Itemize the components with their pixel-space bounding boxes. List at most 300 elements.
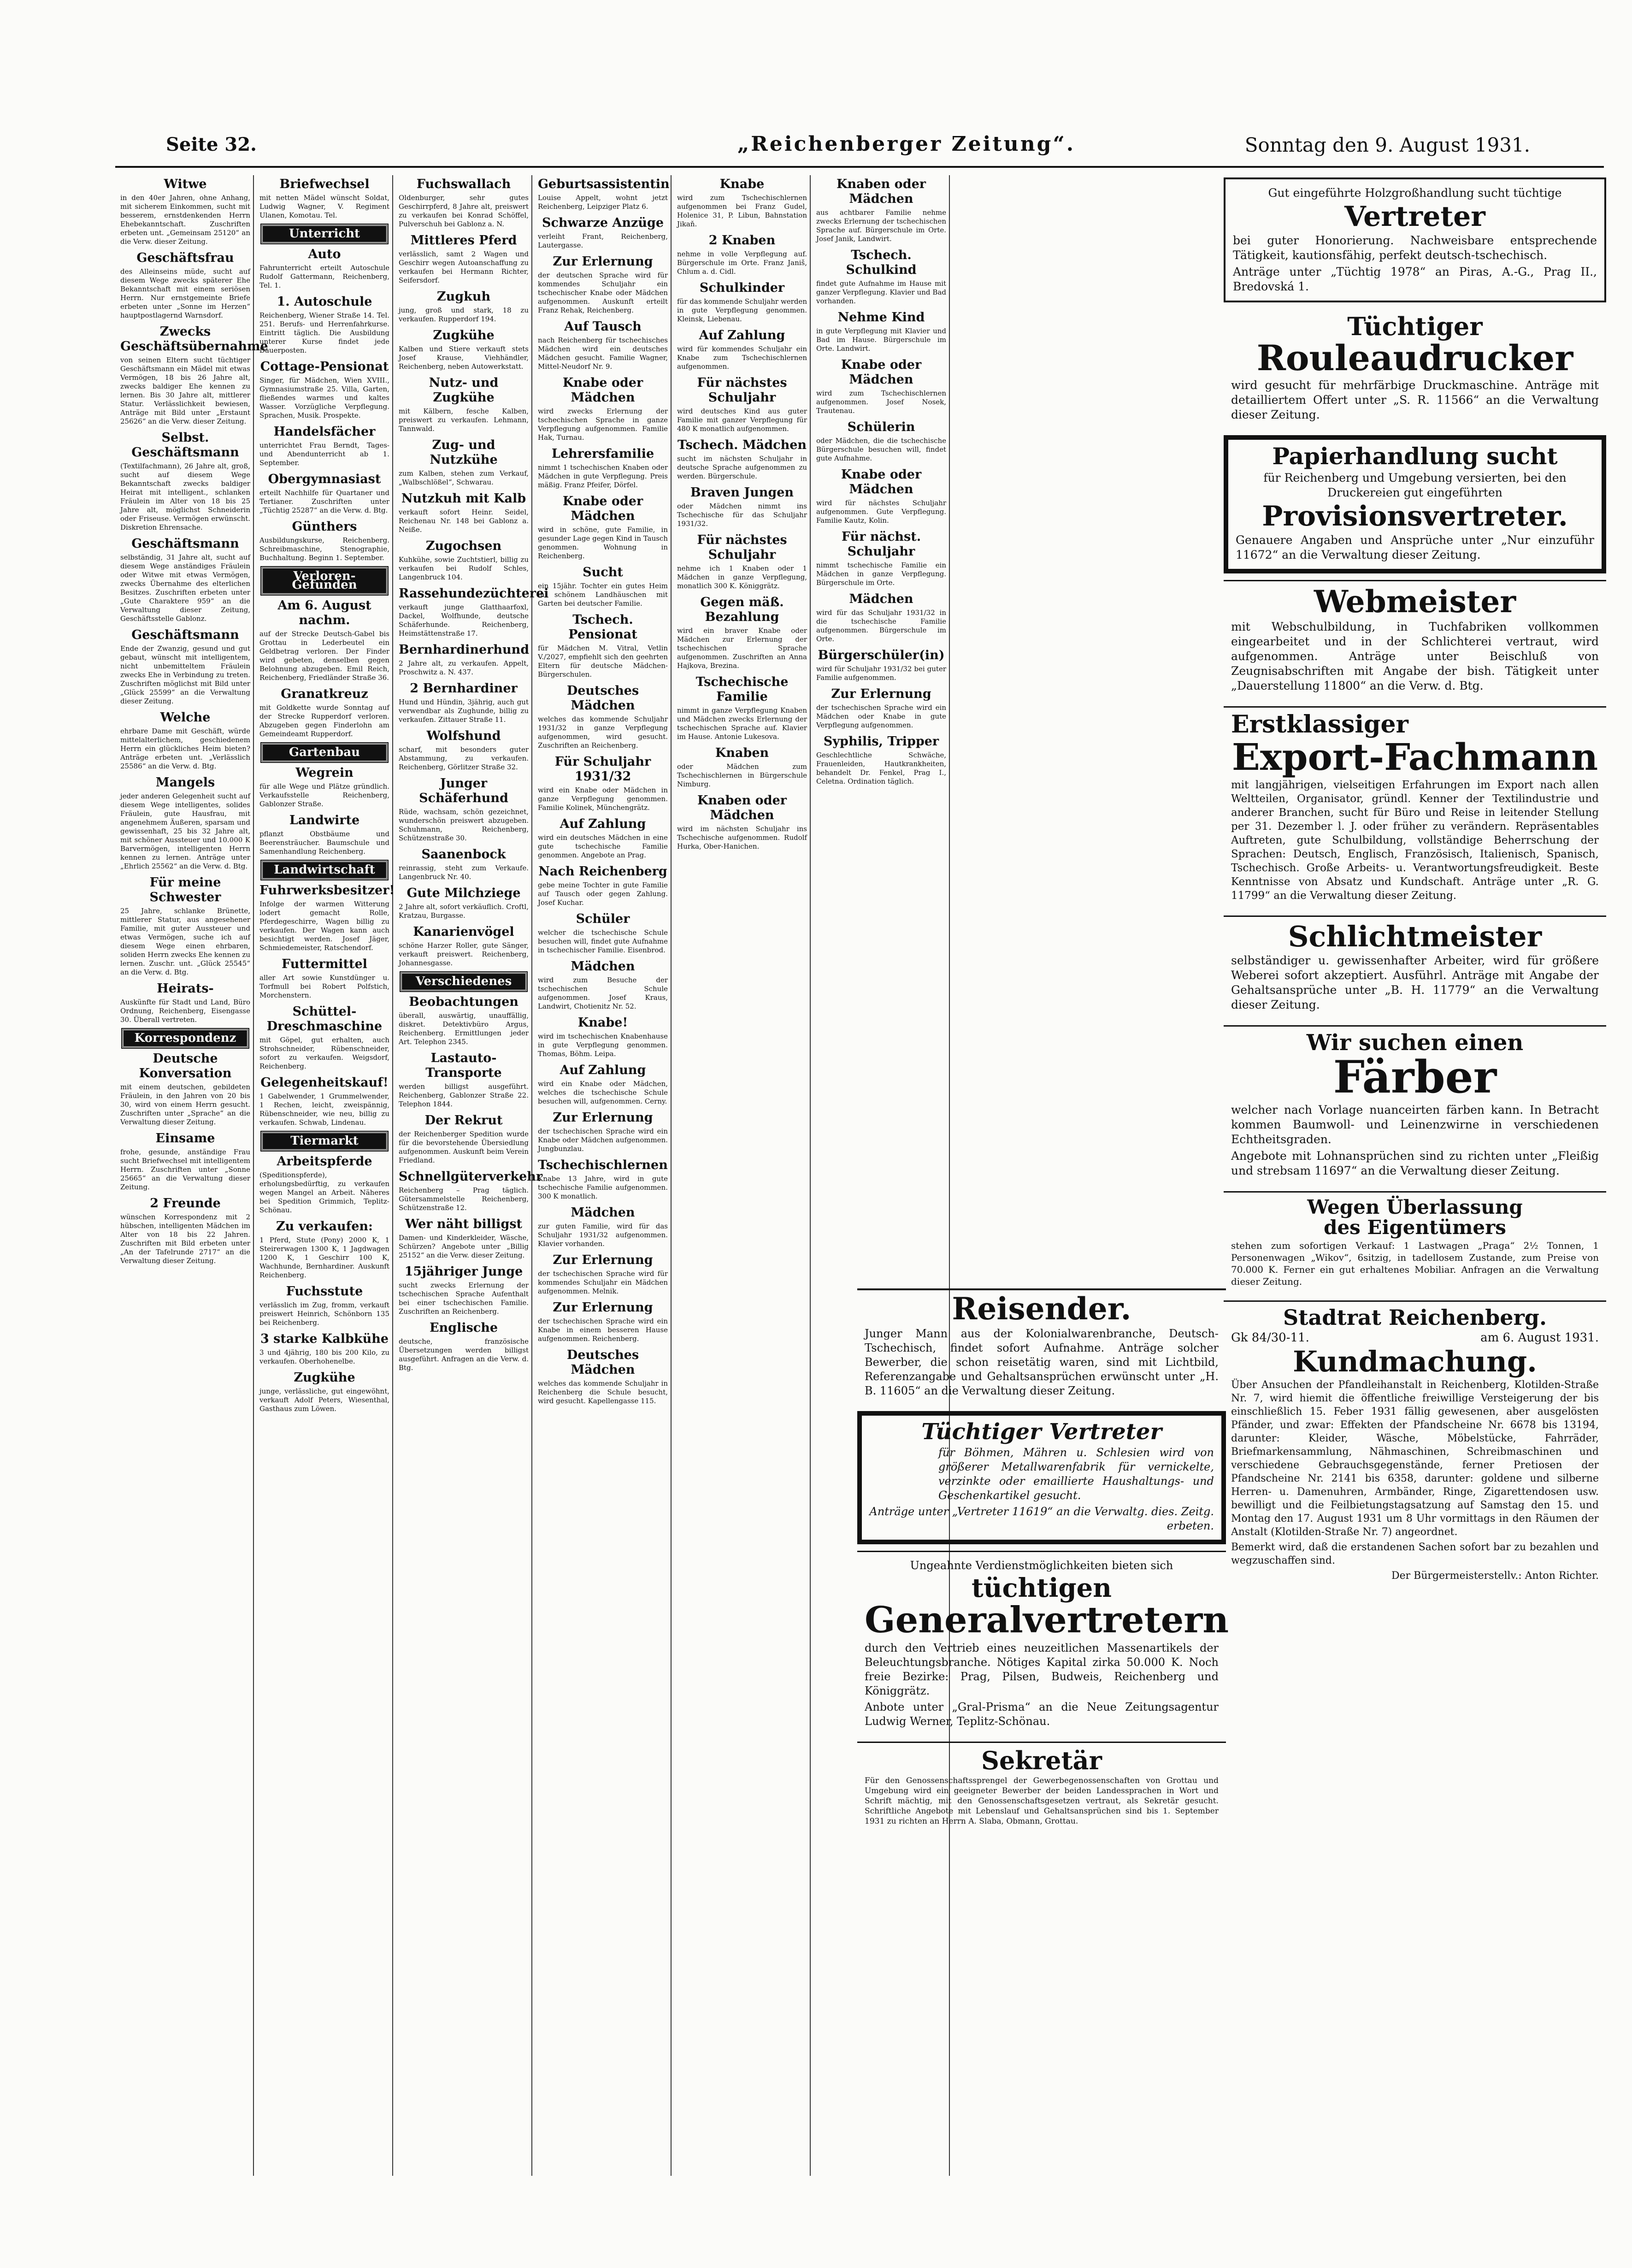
ad-vertreter-script: [857, 1411, 1226, 1544]
ad-heading: Tschech. Schulkind: [846, 248, 917, 277]
ad-heading: Knabe oder Mädchen: [562, 494, 643, 523]
ad-wegen-headline1: Wegen Überlassung: [1307, 1196, 1523, 1219]
ad-text: sucht zwecks Erlernung der tschechischen Sprache Aufenthalt bei einer tschechischen Familie. Zuschriften an Reichenberg.: [399, 1281, 529, 1316]
ad-text: (Textilfachmann), 26 Jahre alt, groß, sucht auf diesem Wege Bekanntschaft zwecks baldiger Heirat mit intelligent., schlanken Fräulein im Alter von 18 bis 25 Jahre alt, möglichst Schneiderin oder Friseuse. Vermögen erwünscht. Diskretion Ehrensache.: [120, 462, 250, 532]
ad-papier-text1: für Reichenberg und Umgebung versierten, bei den Druckereien gut eingeführten: [1263, 471, 1567, 499]
ad-general-text1: Ungeahnte Verdienstmöglichkeiten bieten sich: [910, 1559, 1173, 1572]
classified-ad: [816, 310, 946, 353]
ad-text: der Reichenberger Spedition wurde für die bevorstehende Übersiedlung aufgenommen. Auskunft beim Verein Friedland.: [399, 1130, 529, 1164]
ad-faerber-text2: Angebote mit Lohnansprüchen sind zu richten unter „Fleißig und strebsam 11697“ an die Verwaltung dieser Zeitung.: [1231, 1149, 1599, 1178]
ad-heading: Deutsches Mädchen: [566, 1348, 639, 1377]
classified-ad: [677, 533, 807, 591]
ad-heading: Granatkreuz: [281, 687, 368, 701]
ad-heading: Zur Erlernung: [553, 1110, 653, 1125]
ad-heading: Zur Erlernung: [553, 1253, 653, 1267]
ad-heading: Geburtsassistentin: [538, 177, 670, 191]
ad-heading: Wegrein: [295, 766, 354, 780]
ad-text: auf der Strecke Deutsch-Gabel bis Grottau in Lederbeutel ein Geldbetrag verloren. Der Finder wird gebeten, denselben gegen Belohnung abzugeben. Emil Reich, Reichenberg, Friedländer Straße 36.: [259, 630, 389, 682]
ad-text: wird im tschechischen Knabenhause in gute Verpflegung genommen. Thomas, Böhm. Leipa.: [538, 1032, 668, 1058]
ad-heading: Zugochsen: [425, 539, 502, 553]
ad-heading: Bernhardinerhund: [399, 643, 530, 657]
classified-ad: [120, 325, 268, 426]
ad-heading: Rassehundezüchterei: [399, 586, 549, 601]
classified-ad: [259, 1075, 389, 1127]
classified-column: [118, 175, 268, 2176]
ad-reisender-headline: Reisender.: [952, 1291, 1131, 1327]
ad-text: Ende der Zwanzig, gesund und gut gebaut, wünscht mit intelligentem, nicht unbemitteltem Fräulein zwecks Ehe in Verbindung zu treten. Zuschriften möglichst mit Bild unter „Glück 25599“ an die Verwaltung dieser Zeitung.: [120, 644, 250, 705]
ad-heading: 3 starke Kalbkühe: [260, 1332, 389, 1346]
classified-ad: [120, 537, 250, 623]
ad-heading: 2 Freunde: [150, 1196, 221, 1211]
ad-text: 1 Gabelwender, 1 Grummelwender, 1 Rechen, leicht, zweispännig, Rübenschneider, wie neu, billig zu verkaufen. Schwab, Lindenau.: [259, 1092, 389, 1127]
newspaper-title: „Reichenberger Zeitung“.: [737, 132, 1076, 156]
ad-heading: Für Schuljahr 1931/32: [554, 755, 651, 784]
ad-heading: Landwirte: [289, 813, 360, 827]
right-ads: [1224, 177, 1606, 2160]
section-rubric: Unterricht: [261, 224, 388, 243]
ad-heading: Am 6. August nachm.: [277, 598, 371, 627]
ad-heading: Zur Erlernung: [553, 1300, 653, 1315]
classified-ad: [120, 1196, 250, 1265]
ad-stadtrat-text2: Bemerkt wird, daß die erstandenen Sachen sofort bar zu bezahlen und wegzuschaffen sind.: [1231, 1541, 1599, 1566]
ad-heading: Sucht: [583, 565, 623, 579]
ad-text: wird im nächsten Schuljahr ins Tschechische aufgenommen. Rudolf Hurka, Ober-Hanichen.: [677, 825, 807, 850]
ad-text: Louise Appelt, wohnt jetzt Reichenberg, Leipziger Platz 6.: [538, 194, 668, 211]
ad-heading: Cottage-Pensionat: [260, 360, 389, 374]
classified-ad: [816, 530, 946, 587]
ad-general-headline2: Generalvertretern: [865, 1599, 1229, 1642]
classified-ad: [677, 675, 807, 741]
ad-text: 3 und 4jährig, 180 bis 200 Kilo, zu verkaufen. Oberhohenelbe.: [259, 1348, 389, 1365]
ad-heading: Fuhrwerksbesitzer!: [259, 883, 395, 898]
ad-heading: Futtermittel: [282, 957, 367, 971]
ad-generalvertreter: [857, 1551, 1229, 1736]
classified-ad: [677, 746, 807, 789]
ad-heading: Nutz- und Zugkühe: [429, 376, 499, 405]
ad-faerber-text1: welcher nach Vorlage nuanceirten färben kann. In Betracht kommen Baumwoll- und Leinenzwirne in verschiedenen Echtheitsgraden.: [1231, 1103, 1599, 1146]
section-rubric: Korrespondenz: [122, 1029, 248, 1048]
classified-ad: [538, 817, 668, 860]
classified-ad: [399, 586, 549, 638]
classified-ad: [259, 472, 389, 515]
ad-heading: Schüttel-Dreschmaschine: [266, 1004, 383, 1034]
ad-papierhandlung: [1224, 435, 1606, 573]
ad-heading: Fuchsstute: [286, 1284, 363, 1299]
ad-text: für alle Wege und Plätze gründlich. Verkaufsstelle Reichenberg, Gablonzer Straße.: [259, 782, 389, 808]
ad-text: schöne Harzer Roller, gute Sänger, verkauft preiswert. Reichenberg, Johannesgasse.: [399, 941, 529, 967]
ad-text: Auskünfte für Stadt und Land, Büro Ordnung, Reichenberg, Eisengasse 30. Überall vertreten.: [120, 998, 250, 1024]
ad-heading: Syphilis, Tripper: [823, 734, 939, 749]
ad-text: für das kommende Schuljahr werden in gute Verpflegung genommen. Kleinsk, Liebenau.: [677, 297, 807, 323]
ad-webmeister-headline: Webmeister: [1314, 583, 1516, 620]
ad-text: deutsche, französische Übersetzungen werden billigst ausgeführt. Anfragen an die Verw. d. Btg.: [399, 1337, 529, 1372]
ad-heading: Knaben: [715, 746, 769, 760]
classified-ad: [816, 734, 946, 786]
ad-heading: Deutsche Konversation: [139, 1051, 232, 1081]
classified-ad: [816, 358, 946, 415]
ad-text: für Mädchen M. Vitral, Vetlin V./2027, empfiehlt sich den geehrten Eltern für deutsche Mädchen-Bürgerschulen.: [538, 644, 668, 679]
ad-heading: Tschech. Pensionat: [568, 613, 637, 642]
ad-text: Singer, für Mädchen, Wien XVIII., Gymnasiumstraße 25. Villa, Garten, fließendes warmes und kaltes Wasser. Vorzügliche Verpflegung. Sprachen, Musik. Prospekte.: [259, 376, 389, 419]
ad-text: ehrbare Dame mit Geschäft, würde mittelalterlichem, geschiedenem Herrn ein glückliches Heim bieten? Anträge erbeten unt. „Verlässlich 25586“ an die Verw. d. Btg.: [120, 727, 250, 770]
classified-ad: [399, 376, 529, 433]
ad-vertreter-text: für Böhmen, Mähren u. Schlesien wird von größerer Metallwarenfabrik für vernickelte, verzinkte oder emaillierte Haushaltungs- und Geschenkartikel gesucht.: [938, 1446, 1214, 1502]
classified-ad: [816, 420, 946, 463]
ad-heading: Lastauto-Transporte: [425, 1051, 502, 1080]
ad-wegen-headline2: des Eigentümers: [1324, 1216, 1506, 1239]
classified-ad: [399, 1113, 529, 1165]
classified-ad: [399, 233, 529, 285]
ad-reisender-text: Junger Mann aus der Kolonialwarenbranche, Deutsch-Tschechisch, findet sofort Aufnahme. Anträge solcher Bewerber, die schon reisetätig waren, sind mit Lichtbild, Referenzangabe und Gehaltsansprüchen erwünscht unter „H. B. 11605“ an die Verwaltung dieser Zeitung.: [865, 1327, 1219, 1398]
ad-text: wird zwecks Erlernung der tschechischen Sprache in ganze Verpflegung aufgenommen. Familie Hak, Turnau.: [538, 407, 668, 442]
ad-heading: Einsame: [155, 1131, 215, 1146]
ad-text: zur guten Familie, wird für das Schuljahr 1931/32 aufgenommen. Klavier vorhanden.: [538, 1222, 668, 1248]
ad-heading: Schwarze Anzüge: [542, 216, 664, 230]
ad-export-text: mit langjährigen, vielseitigen Erfahrungen im Export nach allen Weltteilen, Organisator, gründl. Kenner der Textilindustrie und anderer Branchen, sucht für Büro und Reise in leitender Stellung per 31. Dezember l. J. oder früher zu verändern. Repräsentables Auftreten, gute Schulbildung, vollständige Beherrschung der Sprachen: Deutsch, Englisch, Französisch, Italienisch, Spanisch, Tschechisch. Große Arbeits- u. Verantwortungsfreudigkeit. Beste Kenntnisse von Absatz und Kundschaft. Anträge unter „R. G. 11799“ an die Verwaltung dieser Zeitung.: [1231, 779, 1599, 902]
classified-ad: [538, 1063, 668, 1106]
ad-webmeister: [1224, 580, 1606, 700]
ad-rouleau-text: wird gesucht für mehrfärbige Druckmaschine. Anträge mit detailliertem Offert unter „S. R. 11566“ an die Verwaltung dieser Zeitung.: [1231, 378, 1599, 422]
ad-text: mit Kälbern, fesche Kalben, preiswert zu verkaufen. Lehmann, Tannwald.: [399, 407, 529, 433]
header-rule: [115, 166, 1604, 168]
ad-heading: Für nächst. Schuljahr: [841, 530, 921, 559]
ad-faerber-headline2: Färber: [1333, 1051, 1497, 1104]
ad-schlichtmeister: [1224, 915, 1606, 1019]
ad-text: erteilt Nachhilfe für Quartaner und Tertianer. Zuschriften unter „Tüchtig 25287“ an die Verw. d. Btg.: [259, 489, 389, 514]
ad-heading: Knaben oder Mädchen: [697, 793, 787, 822]
ad-text: in gute Verpflegung mit Klavier und Bad im Hause. Bürgerschule im Orte. Landwirt.: [816, 327, 946, 353]
classified-ad: [399, 681, 529, 724]
classified-column: [535, 175, 672, 2176]
ad-heading: Lehrersfamilie: [551, 447, 654, 461]
ad-text: verlässlich im Zug, fromm, verkauft preiswert Heinrich, Schönborn 135 bei Reichenberg.: [259, 1301, 389, 1327]
classified-ad: [538, 565, 668, 608]
ad-heading: Mädchen: [571, 1205, 635, 1220]
ad-text: jeder anderen Gelegenheit sucht auf diesem Wege intelligentes, solides Fräulein, gute Hausfrau, mit angenehmem Äußeren, sparsam und gewissenhaft, 25 bis 32 Jahre alt, mit schöner Aussteuer und 10.000 K Barvermögen, intelligenten Herrn kennen zu lernen. Anträge unter „Ehrlich 25562“ an die Verw. d. Btg.: [120, 792, 250, 870]
classified-ad: [399, 776, 529, 843]
ad-heading: Auf Zahlung: [560, 817, 646, 831]
ad-text: Infolge der warmen Witterung lodert gemacht Rolle, Pferdegeschirre, Wagen billig zu verkaufen. Der Wagen kann auch besichtigt werden. Josef Jäger, Schmiedemeister, Ratschendorf.: [259, 900, 389, 952]
page-header: [115, 131, 1530, 159]
ad-text: der tschechischen Sprache wird ein Mädchen oder Knabe in gute Verpflegung aufgenommen.: [816, 703, 946, 729]
ad-papier-text2: Genauere Angaben und Ansprüche unter „Nur einzuführ 11672“ an die Verwaltung dieser Zeitung.: [1236, 533, 1594, 561]
ad-text: wird ein deutsches Mädchen in eine gute tschechische Familie genommen. Angebote an Prag.: [538, 833, 668, 859]
ad-stadtrat-headline: Stadtrat Reichenberg.: [1283, 1305, 1547, 1330]
ad-heading: Zur Erlernung: [831, 687, 931, 701]
classified-ad: [259, 598, 389, 682]
ad-heading: Mädchen: [849, 592, 913, 606]
classified-ad: [538, 1158, 668, 1201]
ad-heading: Zwecks Geschäftsübernahme: [120, 325, 268, 354]
ad-text: welches das kommende Schuljahr 1931/32 in ganze Verpflegung aufgenommen, wird gesucht. Zuschriften an Reichenberg.: [538, 715, 668, 750]
ad-text: werden billigst ausgeführt. Reichenberg, Gablonzer Straße 22. Telephon 1844.: [399, 1082, 529, 1108]
classified-ad: [120, 431, 250, 532]
ad-heading: Auf Zahlung: [699, 328, 785, 343]
ad-text: wird ein Knabe oder Mädchen, welches die tschechische Schule besuchen will, aufgenommen. Cerny.: [538, 1080, 668, 1105]
ad-sekretaer-text: Für den Genossenschaftssprengel der Gewerbegenossenschaften von Grottau und Umgebung wird ein geeigneter Bewerber der beiden Landessprachen in Wort und Schrift mächtig, mit den Genossenschaftsgesetzen vertraut, als Sekretär gesucht. Schriftliche Angebote mit Lebenslauf und Gehaltsansprüchen sind bis 1. September 1931 zu richten an Herrn A. Slaba, Obmann, Grottau.: [865, 1776, 1219, 1826]
ad-heading: 2 Bernhardiner: [410, 681, 518, 696]
ad-ueberlassung: [1224, 1191, 1606, 1294]
ad-heading: Zu verkaufen:: [276, 1219, 373, 1234]
ad-heading: Braven Jungen: [690, 485, 794, 500]
ad-text: wird für nächstes Schuljahr aufgenommen. Gute Verpflegung. Familie Kautz, Kolin.: [816, 499, 946, 525]
ad-heading: Für nächstes Schuljahr: [697, 376, 787, 405]
section-rubric: Verschiedenes: [401, 972, 527, 991]
ad-heading: Zug- und Nutzkühe: [430, 438, 498, 467]
ad-papier-headline1: Papierhandlung sucht: [1272, 443, 1558, 470]
ad-heading: Knabe oder Mädchen: [841, 358, 922, 387]
ad-general-headline1: tüchtigen: [971, 1572, 1112, 1603]
ad-text: wird zum Tschechischlernen aufgenommen bei Franz Gudel, Holenice 31, P. Libun, Bahnstation Jikaň.: [677, 194, 807, 228]
ad-sekretaer-headline: Sekretär: [981, 1746, 1102, 1776]
ad-holz-text2: bei guter Honorierung. Nachweisbare entsprechende Tätigkeit, kautionsfähig, perfekt deutsch-tschechisch.: [1233, 234, 1597, 262]
ad-webmeister-text: mit Webschulbildung, in Tuchfabriken vollkommen eingearbeitet und in der Schlichterei vertraut, wird aufgenommen. Anträge unter Beischluß von Zeugnisabschriften mit Angabe der bish. Tätigkeit unter „Dauerstellung 11800“ an die Verw. d. Btg.: [1231, 620, 1599, 693]
ad-text: welches das kommende Schuljahr in Reichenberg die Schule besucht, wird gesucht. Kapellengasse 115.: [538, 1379, 668, 1405]
ad-text: pflanzt Obstbäume und Beerensträucher. Baumschule und Samenhandlung Reichenberg.: [259, 830, 389, 856]
classified-ad: [259, 520, 389, 562]
ad-text: Kalben und Stiere verkauft stets Josef Krause, Viehhändler, Reichenberg, neben Autowerkstatt.: [399, 345, 529, 371]
ad-heading: Knabe!: [577, 1016, 628, 1030]
classified-ad: [538, 447, 668, 490]
ad-text: der tschechischen Sprache wird ein Knabe oder Mädchen aufgenommen. Jungbunzlau.: [538, 1127, 668, 1153]
classified-ad: [399, 438, 529, 487]
ad-text: aus achtbarer Familie nehme zwecks Erlernung der tschechischen Sprache auf. Bürgerschule im Orte. Josef Janik, Landwirt.: [816, 208, 946, 243]
ad-text: von seinen Eltern sucht tüchtiger Geschäftsmann ein Mädel mit etwas Vermögen, 18 bis 26 Jahre alt, zwecks baldiger Ehe kennen zu lernen. Bis 30 Jahre alt, mittlerer Statur. Verlässlichkeit bewiesen, Anträge mit Bild unter „Erstaunt 25626“ an die Verw. dieser Zeitung.: [120, 356, 250, 425]
ad-sekretaer: [857, 1742, 1226, 1833]
ad-text: Fahrunterricht erteilt Autoschule Rudolf Gattermann, Reichenberg, Tel. 1.: [259, 264, 389, 289]
ad-text: unterrichtet Frau Berndt, Tages- und Abendunterricht ab 1. September.: [259, 441, 389, 467]
classified-ad: [120, 1051, 250, 1127]
classified-ad: [538, 376, 668, 442]
ad-vertreter-headline: Tüchtiger Vertreter: [921, 1419, 1162, 1445]
ad-heading: Saanenbock: [421, 847, 506, 862]
ad-stadtrat-ref: Gk 84/30-11.: [1231, 1330, 1309, 1345]
classified-ad: [538, 177, 668, 211]
ad-rouleau-headline1: Tüchtiger: [1347, 312, 1483, 341]
ad-heading: Gegen mäß. Bezahlung: [700, 595, 784, 624]
ad-heading: Knabe: [719, 177, 765, 191]
classified-ad: [677, 233, 807, 276]
ad-heading: Tschech. Mädchen: [677, 438, 807, 452]
classified-ad: [677, 438, 807, 481]
ad-text: wird für kommendes Schuljahr ein Knabe zum Tschechischlernen aufgenommen.: [677, 345, 807, 371]
section-rubric: Landwirtschaft: [261, 861, 388, 880]
ad-text: wird in schöne, gute Familie, in gesunder Lage gegen Kind in Tausch genommen. Wohnung in Reichenberg.: [538, 526, 668, 560]
ad-heading: Englische: [429, 1321, 498, 1335]
ad-text: Kuhkühe, sowie Zuchtstierl, billig zu verkaufen bei Rudolf Schles, Langenbruck 104.: [399, 555, 529, 581]
ad-text: wird für Schuljahr 1931/32 bei guter Familie aufgenommen.: [816, 665, 946, 682]
classified-ad: [120, 875, 250, 977]
ad-wegen-text: stehen zum sofortigen Verkauf: 1 Lastwagen „Praga“ 2½ Tonnen, 1 Personenwagen „Wikov“, 6sitzig, in tadellosem Zustande, zum Preise von 70.000 K. Ferner ein gut erhaltenes Mobiliar. Anfragen an die Verwaltung dieser Zeitung.: [1231, 1240, 1599, 1288]
ad-export-headline2: Export-Fachmann: [1231, 735, 1598, 779]
ad-heading: Obergymnasiast: [268, 472, 381, 486]
page-number: Seite 32.: [166, 134, 257, 155]
classified-ad: [120, 1131, 250, 1192]
ad-stadtrat-date: am 6. August 1931.: [1480, 1330, 1599, 1345]
ad-text: oder Mädchen nimmt ins Tschechische für das Schuljahr 1931/32.: [677, 502, 807, 528]
ad-heading: 2 Knaben: [708, 233, 776, 248]
ad-reisender: [857, 1288, 1226, 1405]
ad-schlicht-headline: Schlichtmeister: [1288, 919, 1542, 953]
ad-text: nimmt in ganze Verpflegung Knaben und Mädchen zwecks Erlernung der tschechischen Sprache auf. Klavier im Hause. Antonie Lukesova.: [677, 706, 807, 741]
classified-ad: [399, 1169, 543, 1212]
ad-text: Ausbildungskurse, Reichenberg. Schreibmaschine, Stenographie, Buchhaltung. Beginn 1. September.: [259, 536, 389, 562]
ad-text: oder Mädchen zum Tschechischlernen in Bürgerschule Nimburg.: [677, 762, 807, 788]
ad-text: 25 Jahre, schlanke Brünette, mittlerer Statur, aus angesehener Familie, mit guter Aussteuer und etwas Vermögen, suche ich auf diesem Wege einen ehrbaren, soliden Herrn zwecks Ehe kennen zu lernen. Zuschr. unt. „Glück 25545“ an die Verw. d. Btg.: [120, 907, 250, 976]
ad-text: findet gute Aufnahme im Hause mit ganzer Verpflegung. Klavier und Bad vorhanden.: [816, 279, 946, 305]
classified-ad: [259, 360, 389, 420]
classified-ad: [538, 319, 668, 371]
classified-ad: [399, 643, 529, 677]
ad-heading: Für meine Schwester: [149, 875, 221, 904]
classified-ad: [259, 177, 389, 220]
classified-ad: [399, 1217, 529, 1260]
ad-text: überall, auswärtig, unauffällig, diskret. Detektivbüro Argus, Reichenberg. Ermittlungen jeder Art. Telephon 2345.: [399, 1011, 529, 1046]
ad-text: welcher die tschechische Schule besuchen will, findet gute Aufnahme in tschechischer Familie. Eisenbrod.: [538, 928, 668, 954]
ad-text: sucht im nächsten Schuljahr in deutsche Sprache aufgenommen zu werden. Bürgerschule.: [677, 455, 807, 480]
ad-text: mit Göpel, gut erhalten, auch Strohschneider, Rübenschneider, sofort zu verkaufen. Weigsdorf, Reichenberg.: [259, 1036, 389, 1070]
ad-text: aller Art sowie Kunstdünger u. Torfmull bei Robert Polfstich, Morchenstern.: [259, 974, 389, 999]
classified-ad: [538, 684, 668, 750]
classified-ad: [538, 1300, 668, 1343]
ad-heading: Mädchen: [571, 959, 635, 974]
ad-text: nehme in volle Verpflegung auf. Bürgerschule im Orte. Franz Janiš, Chlum a. d. Cidl.: [677, 250, 807, 276]
ad-heading: Wolfshund: [426, 729, 501, 743]
ad-heading: Schüler: [576, 912, 630, 926]
ad-text: junge, verlässliche, gut eingewöhnt, verkauft Adolf Peters, Wiesenthal, Gasthaus zum Löwen.: [259, 1387, 389, 1413]
classified-ad: [677, 177, 807, 229]
ad-text: 1 Pferd, Stute (Pony) 2000 K, 1 Steirerwagen 1300 K, 1 Jagdwagen 1200 K, 1 Geschirr 100 K, Wachhunde, Bernhardiner. Auskunft Reichenberg.: [259, 1236, 389, 1279]
ad-heading: Geschäftsmann: [131, 628, 239, 642]
section-rubric: Gartenbau: [261, 743, 388, 762]
issue-date: Sonntag den 9. August 1931.: [1244, 134, 1530, 156]
ad-exportfachmann: [1224, 706, 1606, 909]
ad-text: wird für das Schuljahr 1931/32 in die tschechische Familie aufgenommen. Bürgerschule im Orte.: [816, 608, 946, 643]
ad-text: des Alleinseins müde, sucht auf diesem Wege zwecks späterer Ehe Bekanntschaft mit einem seriösen Herrn. Nur ernstgemeinte Briefe erbeten unter „Sonne im Herzen“ hauptpostlagernd Warnsdorf.: [120, 267, 250, 319]
ad-heading: Knabe oder Mädchen: [841, 467, 922, 496]
classified-ad: [816, 648, 946, 682]
classified-ad: [816, 592, 946, 644]
ad-text: zum Kalben, stehen zum Verkauf, „Walbschlößel“, Schwarau.: [399, 469, 529, 486]
ad-holz-text3: Anträge unter „Tüchtig 1978“ an Piras, A.-G., Prag II., Bredovská 1.: [1233, 265, 1597, 293]
ad-text: verlässlich, samt 2 Wagen und Geschirr wegen Autoanschaffung zu verkaufen bei Hermann Richter, Seifersdorf.: [399, 250, 529, 284]
classified-ad: [120, 628, 250, 706]
ad-heading: Mangels: [155, 775, 215, 790]
ad-text: Rüde, wachsam, schön gezeichnet, wunderschön preiswert abzugeben. Schuhmann, Reichenberg, Schützenstraße 30.: [399, 808, 529, 842]
ad-heading: Günthers: [292, 520, 357, 534]
middle-ads: [857, 1288, 1229, 2167]
classified-column: [396, 175, 549, 2176]
ad-text: 2 Jahre alt, sofort verkäuflich. Croftl, Kratzau, Burgasse.: [399, 903, 529, 920]
ad-heading: Geschäftsmann: [131, 537, 239, 551]
classified-ad: [120, 251, 250, 320]
ad-text: wünschen Korrespondenz mit 2 hübschen, intelligenten Mädchen im Alter von 18 bis 22 Jahren. Zuschriften mit Bild erbeten unter „An der Tafelrunde 2717“ an die Verwaltung dieser Zeitung.: [120, 1213, 250, 1265]
ad-text: mit Goldkette wurde Sonntag auf der Strecke Rupperdorf verloren. Abzugeben gegen Finderlohn am Gemeindeamt Rupperdorf.: [259, 703, 389, 738]
classified-ad: [538, 755, 668, 812]
ad-heading: Junger Schäferhund: [419, 776, 508, 805]
ad-text: wird deutsches Kind aus guter Familie mit ganzer Verpflegung für 480 K monatlich aufgenommen.: [677, 407, 807, 433]
ad-heading: Für nächstes Schuljahr: [697, 533, 787, 562]
classified-ad: [259, 1284, 389, 1327]
classified-ad: [120, 981, 250, 1024]
ad-heading: Bürgerschüler(in): [818, 648, 945, 662]
classified-ad: [259, 1332, 389, 1366]
ad-text: nehme ich 1 Knaben oder 1 Mädchen in ganze Verpflegung, monatlich 300 K. Königgrätz.: [677, 564, 807, 590]
classified-ad: [259, 883, 395, 952]
classified-ad: [816, 248, 946, 306]
ad-heading: Knabe oder Mädchen: [562, 376, 643, 405]
classified-ad: [538, 959, 668, 1011]
classified-ad: [399, 1321, 529, 1372]
ad-heading: Gelegenheitskauf!: [260, 1075, 389, 1090]
ad-heading: Deutsches Mädchen: [566, 684, 639, 713]
classified-ad: [399, 1264, 529, 1316]
classified-column: [674, 175, 811, 2176]
ad-text: frohe, gesunde, anständige Frau sucht Briefwechsel mit intelligentem Herrn. Zuschriften unter „Sonne 25665“ an die Verwaltung dieser Zeitung.: [120, 1148, 250, 1191]
classified-ad: [677, 328, 807, 371]
ad-text: verkauft sofort Heinr. Seidel, Reichenau Nr. 148 bei Gablonz a. Neiße.: [399, 508, 529, 534]
section-rubric: Tiermarkt: [261, 1132, 388, 1151]
ad-heading: Geschäftsfrau: [136, 251, 234, 265]
ad-stadtrat-title: Kundmachung.: [1293, 1344, 1537, 1378]
ad-heading: Wer näht billigst: [405, 1217, 522, 1231]
ad-heading: Briefwechsel: [279, 177, 370, 191]
classified-ad: [538, 1110, 668, 1153]
ad-heading: Nehme Kind: [837, 310, 925, 325]
classified-ad: [538, 1016, 668, 1058]
ad-text: jung, groß und stark, 18 zu verkaufen. Rupperdorf 194.: [399, 306, 529, 323]
ad-heading: Knaben oder Mädchen: [837, 177, 926, 206]
ad-papier-headline2: Provisionsvertreter.: [1262, 500, 1568, 532]
ad-text: Reichenberg – Prag täglich. Gütersammelstelle Reichenberg, Schützenstraße 12.: [399, 1186, 529, 1212]
ad-heading: 1. Autoschule: [277, 295, 372, 309]
ad-text: Geschlechtliche Schwäche, Frauenleiden, Hautkrankheiten, behandelt Dr. Fenkel, Prag I., Celetna. Ordination täglich.: [816, 751, 946, 786]
ad-stadtrat-text: Über Ansuchen der Pfandleihanstalt in Reichenberg, Klotilden-Straße Nr. 7, wird hiemit die öffentliche freiwillige Versteigerung der bis einschließlich 15. Feber 1931 fällig gewesenen, aber ausgelösten Pfänder, und zwar: Effekten der Pfandscheine Nr. 6678 bis 13194, darunter: Kleider, Wäsche, Möbelstücke, Fahrräder, Briefmarkensammlung, Nähmaschinen, Schreibmaschinen und verschiedene Gebrauchsgegenstände, ferner Pretiosen der Pfandscheine Nr. 2141 bis 6358, darunter: goldene und silberne Herren- u. Damenuhren, Armbänder, Ringe, Zigarettendosen usw. bewilligt und die Feilbietungstagsatzung auf Samstag den 15. und Montag den 17. August 1931 um 8 Uhr vormittags in den Räumen der Anstalt (Klotilden-Straße Nr. 7) angeordnet.: [1231, 1379, 1599, 1538]
ad-text: mit einem deutschen, gebildeten Fräulein, in den Jahren von 20 bis 30, wird von einem Herrn gesucht. Zuschriften unter „Sprache“ an die Verwaltung dieser Zeitung.: [120, 1083, 250, 1126]
classified-ad: [259, 1154, 389, 1215]
classified-ad: [538, 912, 668, 955]
classified-ad: [399, 729, 529, 772]
ad-heading: Auf Tausch: [564, 319, 642, 334]
ad-heading: Zugkühe: [294, 1370, 355, 1385]
ad-text: der tschechischen Sprache wird ein Knabe in einem besseren Hause aufgenommen. Reichenberg.: [538, 1317, 668, 1343]
classified-ad: [259, 1219, 389, 1280]
ad-heading: Zugkuh: [436, 289, 491, 304]
ad-heading: Auf Zahlung: [560, 1063, 646, 1077]
ad-heading: Selbst. Geschäftsmann: [131, 431, 239, 460]
ad-text: nimmt tschechische Familie ein Mädchen in ganze Verpflegung. Bürgerschule im Orte.: [816, 561, 946, 587]
ad-text: wird ein braver Knabe oder Mädchen zur Erlernung der tschechischen Sprache aufgenommen. Zuschriften an Anna Hajkova, Brezina.: [677, 626, 807, 670]
classified-ad: [120, 177, 250, 246]
ad-heading: Beobachtungen: [409, 995, 518, 1009]
ad-heading: Heirats-: [157, 981, 214, 996]
ad-holz-vertreter: [1224, 177, 1606, 302]
ad-text: der deutschen Sprache wird für kommendes Schuljahr ein tschechischer Knabe oder Mädchen aufgenommen. Auskunft erteilt Franz Rehak, Reichenberg.: [538, 271, 668, 314]
ad-text: nach Reichenberg für tschechisches Mädchen wird ein deutsches Mädchen gesucht. Familie Wagner, Mittel-Neudorf Nr. 9.: [538, 336, 668, 371]
ad-heading: Fuchswallach: [416, 177, 511, 191]
ad-heading: Auto: [308, 247, 341, 261]
ad-text: wird ein Knabe oder Mädchen in ganze Verpflegung genommen. Familie Kolinek, Münchengrätz.: [538, 786, 668, 812]
ad-rouleau-headline2: Rouleaudrucker: [1256, 337, 1573, 378]
classified-ad: [538, 1205, 668, 1248]
classified-ad: [816, 687, 946, 730]
ad-text: Hund und Hündin, 3jährig, auch gut verwendbar als Zughunde, billig zu verkaufen. Zittauer Straße 11.: [399, 698, 529, 724]
ad-text: scharf, mit besonders guter Abstammung, zu verkaufen. Reichenberg, Görlitzer Straße 32.: [399, 745, 529, 771]
classified-ad: [259, 1004, 389, 1071]
ad-heading: Welche: [160, 710, 211, 725]
classified-ad: [816, 467, 946, 525]
ad-heading: Arbeitspferde: [277, 1154, 372, 1169]
